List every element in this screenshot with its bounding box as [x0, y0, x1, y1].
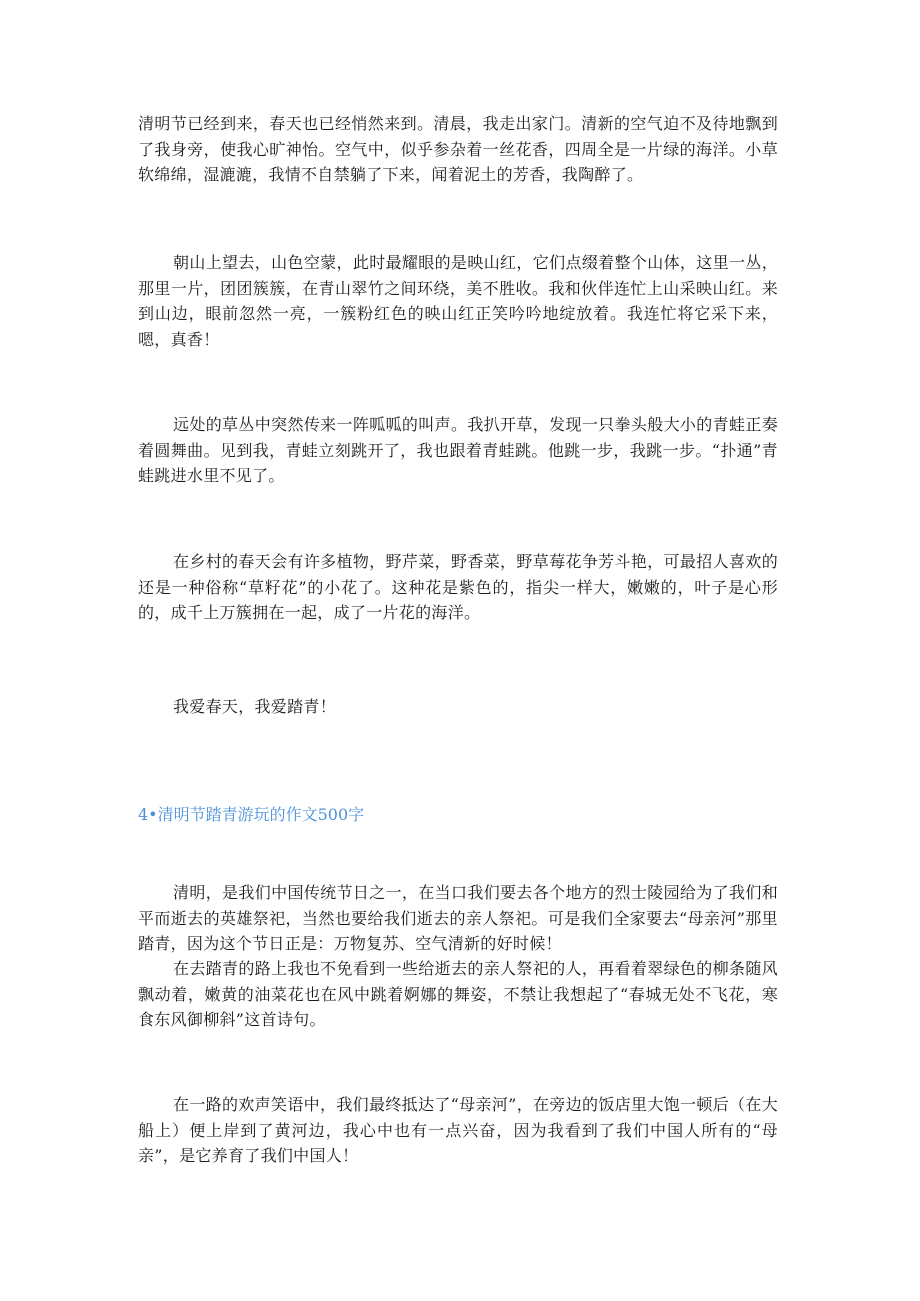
paragraph-mother-river: 在一路的欢声笑语中，我们最终抵达了“母亲河”，在旁边的饭店里大饱一顿后（在大船上）便上岸到了黄河边，我心中也有一点兴奋，因为我看到了我们中国人所有的“母亲”，是它养育了我们中国人！	[138, 1095, 778, 1165]
section-heading: 4•清明节踏青游玩的作文500字	[138, 805, 365, 824]
paragraph-qingming-tradition: 清明，是我们中国传统节日之一，在当口我们要去各个地方的烈士陵园给为了我们和平而逝去的英雄祭祀，当然也要给我们逝去的亲人祭祀。可是我们全家要去“母亲河”那里踏青，因为这个节日正是：万物复苏、空气清新的好时候！	[138, 883, 778, 953]
paragraph-spring-plants: 在乡村的春天会有许多植物，野芹菜，野香菜，野草莓花争芳斗艳，可最招人喜欢的还是一种俗称“草籽花”的小花了。这种花是紫色的，指尖一样大，嫩嫩的，叶子是心形的，成千上万簇拥在一起，成了一片花的海洋。	[138, 552, 778, 622]
paragraph-love-spring: 我爱春天，我爱踏青！	[173, 697, 337, 716]
paragraph-frog: 远处的草丛中突然传来一阵呱呱的叫声。我扒开草，发现一只拳头般大小的青蛙正奏着圆舞曲。见到我，青蛙立刻跳开了，我也跟着青蛙跳。他跳一步，我跳一步。“扑通”青蛙跳进水里不见了。	[138, 415, 778, 485]
paragraph-mountain-view: 朝山上望去，山色空蒙，此时最耀眼的是映山红，它们点缀着整个山体，这里一丛，那里一片，团团簇簇，在青山翠竹之间环绕，美不胜收。我和伙伴连忙上山采映山红。来到山边，眼前忽然一亮，一簇粉红色的映山红正笑吟吟地绽放着。我连忙将它采下来，嗯，真香！	[138, 253, 778, 349]
paragraph-on-the-way: 在去踏青的路上我也不免看到一些给逝去的亲人祭祀的人，再看着翠绿色的柳条随风飘动着，嫩黄的油菜花也在风中跳着婀娜的舞姿，不禁让我想起了“春城无处不飞花，寒食东风御柳斜”这首诗句。	[138, 959, 778, 1029]
paragraph-qingming-arrival: 清明节已经到来，春天也已经悄然来到。清晨，我走出家门。清新的空气迫不及待地飘到了我身旁，使我心旷神怡。空气中，似乎参杂着一丝花香，四周全是一片绿的海洋。小草软绵绵，湿漉漉，我情不自禁躺了下来，闻着泥土的芳香，我陶醉了。	[138, 114, 778, 184]
